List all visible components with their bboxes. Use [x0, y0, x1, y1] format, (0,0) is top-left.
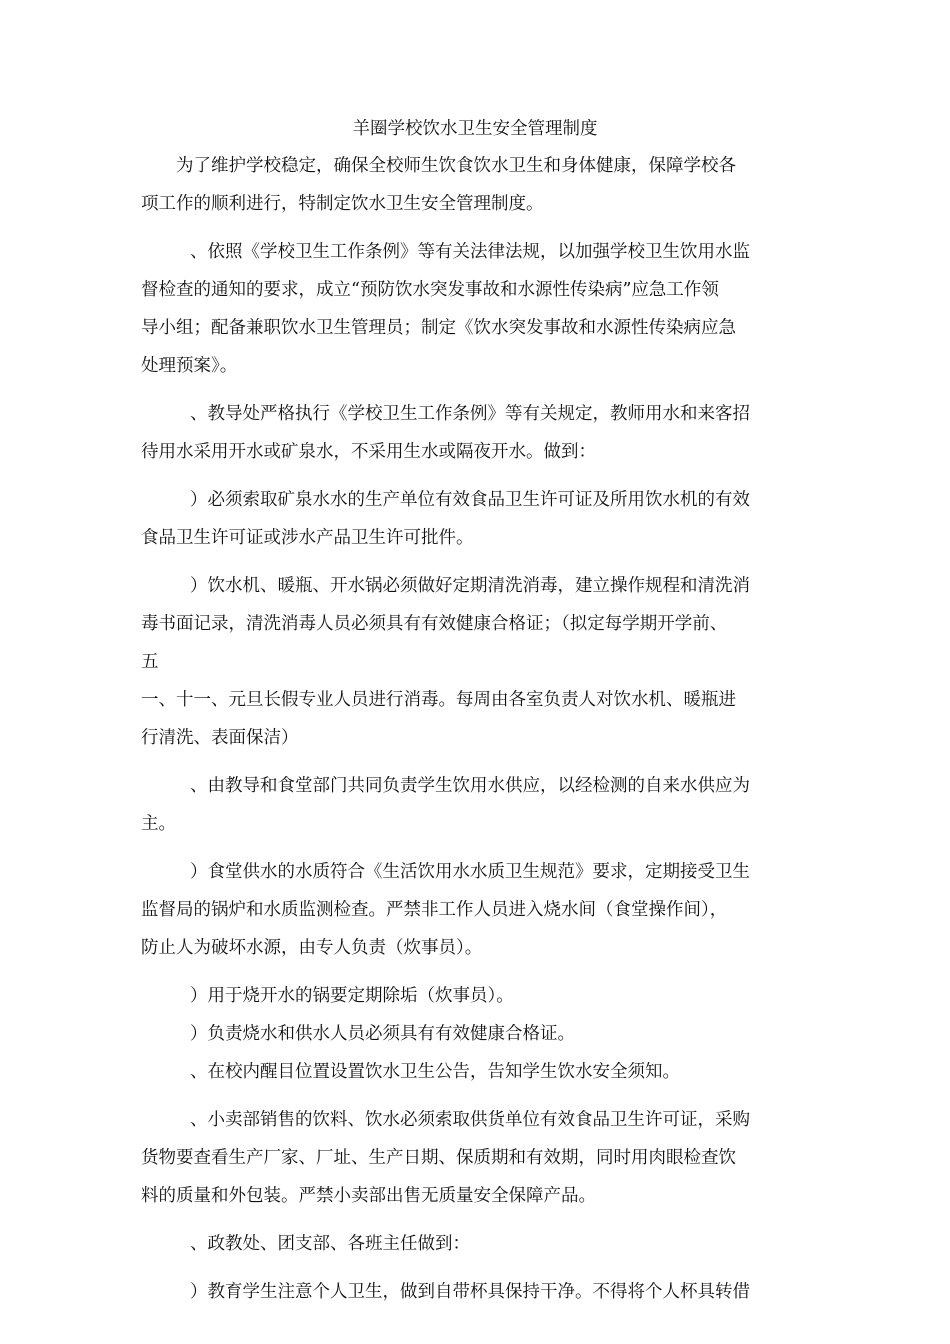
- paragraph-line: ）负责烧水和供水人员必须具有有效健康合格证。: [190, 1024, 575, 1044]
- paragraph-line: 食品卫生许可证或涉水产品卫生许可批件。: [141, 528, 474, 548]
- paragraph-line: ）教育学生注意个人卫生，做到自带杯具保持干净。不得将个人杯具转借: [190, 1282, 750, 1302]
- paragraph-line: 待用水采用开水或矿泉水，不采用生水或隔夜开水。做到：: [141, 442, 596, 462]
- paragraph-line: 、在校内醒目位置设置饮水卫生公告，告知学生饮水安全须知。: [190, 1062, 680, 1082]
- paragraph-line: 、小卖部销售的饮料、饮水必须索取供货单位有效食品卫生许可证，采购: [190, 1110, 750, 1130]
- paragraph-line: ）食堂供水的水质符合《生活饮用水水质卫生规范》要求，定期接受卫生: [190, 862, 750, 882]
- paragraph-line: 导小组；配备兼职饮水卫生管理员；制定《饮水突发事故和水源性传染病应急: [141, 318, 736, 338]
- paragraph-line: 货物要查看生产厂家、厂址、生产日期、保质期和有效期，同时用肉眼检查饮: [141, 1148, 736, 1168]
- paragraph-line: 处理预案》。: [141, 356, 238, 376]
- paragraph-line: 五: [141, 652, 159, 672]
- paragraph-line: 为了维护学校稳定，确保全校师生饮食饮水卫生和身体健康，保障学校各: [176, 156, 736, 176]
- paragraph-line: 防止人为破坏水源，由专人负责（炊事员）。: [141, 938, 483, 958]
- paragraph-line: 料的质量和外包装。严禁小卖部出售无质量安全保障产品。: [141, 1186, 596, 1206]
- paragraph-line: ）饮水机、暖瓶、开水锅必须做好定期清洗消毒，建立操作规程和清洗消: [190, 576, 750, 596]
- paragraph-line: 毒书面记录，清洗消毒人员必须具有有效健康合格证；（拟定每学期开学前、: [141, 614, 728, 634]
- paragraph-line: 、政教处、团支部、各班主任做到：: [190, 1234, 470, 1254]
- paragraph-line: 主。: [141, 814, 176, 834]
- paragraph-line: ）必须索取矿泉水水的生产单位有效食品卫生许可证及所用饮水机的有效: [190, 490, 750, 510]
- paragraph-line: 项工作的顺利进行，特制定饮水卫生安全管理制度。: [141, 194, 544, 214]
- document-title: 羊圈学校饮水卫生安全管理制度: [352, 119, 598, 139]
- paragraph-line: 、依照《学校卫生工作条例》等有关法律法规，以加强学校卫生饮用水监: [190, 242, 750, 262]
- paragraph-line: 监督局的锅炉和水质监测检查。严禁非工作人员进入烧水间（食堂操作间），: [141, 900, 728, 920]
- paragraph-line: 、由教导和食堂部门共同负责学生饮用水供应，以经检测的自来水供应为: [190, 776, 750, 796]
- paragraph-line: ）用于烧开水的锅要定期除垢（炊事员）。: [190, 986, 514, 1006]
- paragraph-line: 一、十一、元旦长假专业人员进行消毒。每周由各室负责人对饮水机、暖瓶进: [141, 690, 736, 710]
- paragraph-line: 行清洗、表面保洁）: [141, 728, 299, 748]
- paragraph-line: 、教导处严格执行《学校卫生工作条例》等有关规定，教师用水和来客招: [190, 404, 750, 424]
- paragraph-line: 督检查的通知的要求，成立“预防饮水突发事故和水源性传染病”应急工作领: [141, 280, 719, 300]
